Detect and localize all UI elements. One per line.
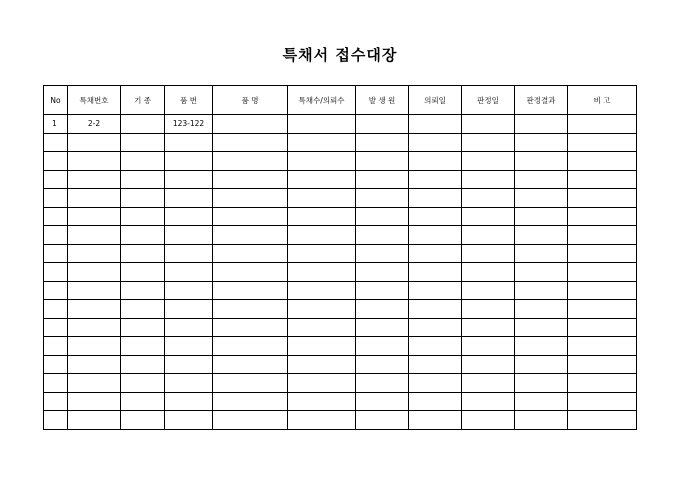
cell-special-number (68, 170, 121, 189)
cell-origin (356, 207, 409, 226)
cell-part-name (213, 226, 288, 245)
header-judgment-result: 판정결과 (515, 86, 568, 115)
cell-model (121, 244, 165, 263)
cell-model (121, 152, 165, 171)
cell-judgment-result (515, 337, 568, 356)
cell-judgment-date (462, 300, 515, 319)
cell-no (44, 152, 68, 171)
cell-request-date (409, 226, 462, 245)
table-row (44, 189, 637, 208)
header-no: No (44, 86, 68, 115)
cell-request-date (409, 300, 462, 319)
cell-no (44, 207, 68, 226)
cell-judgment-result (515, 226, 568, 245)
cell-no (44, 300, 68, 319)
cell-origin (356, 115, 409, 134)
cell-part-number (165, 244, 213, 263)
cell-special-number (68, 355, 121, 374)
cell-part-name (213, 374, 288, 393)
cell-model (121, 355, 165, 374)
cell-special-number (68, 392, 121, 411)
cell-judgment-result (515, 374, 568, 393)
cell-part-number (165, 207, 213, 226)
cell-model (121, 411, 165, 430)
cell-remarks (568, 318, 637, 337)
cell-judgment-result (515, 355, 568, 374)
cell-remarks (568, 337, 637, 356)
cell-judgment-date (462, 392, 515, 411)
table-row (44, 300, 637, 319)
cell-no (44, 133, 68, 152)
cell-part-name (213, 170, 288, 189)
cell-special-number (68, 318, 121, 337)
cell-part-number (165, 355, 213, 374)
cell-model (121, 115, 165, 134)
cell-part-number (165, 263, 213, 282)
cell-origin (356, 244, 409, 263)
cell-origin (356, 152, 409, 171)
cell-no (44, 244, 68, 263)
table-row (44, 226, 637, 245)
cell-part-number (165, 133, 213, 152)
cell-part-name (213, 207, 288, 226)
cell-no (44, 281, 68, 300)
cell-judgment-date (462, 207, 515, 226)
cell-model (121, 337, 165, 356)
cell-judgment-date (462, 226, 515, 245)
cell-special-number (68, 207, 121, 226)
cell-judgment-result (515, 152, 568, 171)
header-special-number: 특채번호 (68, 86, 121, 115)
cell-model (121, 281, 165, 300)
cell-remarks (568, 115, 637, 134)
table-row (44, 355, 637, 374)
cell-judgment-date (462, 189, 515, 208)
cell-origin (356, 133, 409, 152)
table-row (44, 318, 637, 337)
cell-part-name (213, 355, 288, 374)
cell-origin (356, 170, 409, 189)
cell-request-date (409, 115, 462, 134)
cell-judgment-date (462, 374, 515, 393)
cell-model (121, 226, 165, 245)
cell-count (288, 244, 356, 263)
cell-origin (356, 355, 409, 374)
cell-count (288, 300, 356, 319)
cell-no (44, 170, 68, 189)
cell-request-date (409, 189, 462, 208)
cell-part-number (165, 189, 213, 208)
cell-model (121, 300, 165, 319)
header-count: 특채수/의뢰수 (288, 86, 356, 115)
cell-origin (356, 281, 409, 300)
header-judgment-date: 판정일 (462, 86, 515, 115)
cell-no (44, 355, 68, 374)
cell-request-date (409, 244, 462, 263)
cell-count (288, 337, 356, 356)
cell-count (288, 355, 356, 374)
cell-special-number (68, 244, 121, 263)
table-row (44, 263, 637, 282)
cell-count (288, 411, 356, 430)
cell-origin (356, 337, 409, 356)
cell-no (44, 263, 68, 282)
cell-request-date (409, 152, 462, 171)
table-row (44, 411, 637, 430)
cell-remarks (568, 133, 637, 152)
cell-count (288, 392, 356, 411)
cell-request-date (409, 392, 462, 411)
cell-remarks (568, 411, 637, 430)
cell-count (288, 281, 356, 300)
cell-judgment-result (515, 207, 568, 226)
cell-special-number (68, 281, 121, 300)
cell-no (44, 337, 68, 356)
cell-judgment-date (462, 263, 515, 282)
cell-special-number (68, 133, 121, 152)
cell-remarks (568, 263, 637, 282)
header-remarks: 비 고 (568, 86, 637, 115)
cell-count (288, 226, 356, 245)
cell-judgment-date (462, 152, 515, 171)
cell-remarks (568, 152, 637, 171)
cell-model (121, 263, 165, 282)
cell-model (121, 392, 165, 411)
cell-part-name (213, 300, 288, 319)
cell-judgment-date (462, 133, 515, 152)
cell-part-number (165, 318, 213, 337)
cell-no (44, 318, 68, 337)
cell-origin (356, 318, 409, 337)
cell-request-date (409, 355, 462, 374)
table-row (44, 244, 637, 263)
cell-origin (356, 374, 409, 393)
cell-judgment-result (515, 244, 568, 263)
cell-judgment-result (515, 115, 568, 134)
cell-special-number (68, 189, 121, 208)
cell-origin (356, 411, 409, 430)
cell-part-name (213, 318, 288, 337)
table-row (44, 133, 637, 152)
cell-model (121, 374, 165, 393)
cell-origin (356, 189, 409, 208)
cell-model (121, 133, 165, 152)
cell-remarks (568, 374, 637, 393)
table-row (44, 281, 637, 300)
cell-count (288, 263, 356, 282)
header-part-number: 품 번 (165, 86, 213, 115)
cell-origin (356, 226, 409, 245)
cell-remarks (568, 207, 637, 226)
cell-part-name (213, 244, 288, 263)
header-model: 기 종 (121, 86, 165, 115)
cell-part-name (213, 189, 288, 208)
cell-part-name (213, 392, 288, 411)
cell-model (121, 189, 165, 208)
header-request-date: 의뢰일 (409, 86, 462, 115)
cell-count (288, 189, 356, 208)
cell-judgment-result (515, 281, 568, 300)
table-row (44, 170, 637, 189)
cell-request-date (409, 133, 462, 152)
cell-special-number (68, 411, 121, 430)
receipt-ledger-table (43, 85, 637, 430)
cell-request-date (409, 207, 462, 226)
cell-request-date (409, 374, 462, 393)
cell-judgment-date (462, 355, 515, 374)
cell-part-name (213, 281, 288, 300)
table-row (44, 374, 637, 393)
cell-part-number (165, 281, 213, 300)
cell-special-number: 2-2 (68, 115, 121, 134)
cell-count (288, 115, 356, 134)
cell-judgment-date (462, 337, 515, 356)
cell-request-date (409, 318, 462, 337)
cell-part-name (213, 115, 288, 134)
cell-remarks (568, 170, 637, 189)
cell-origin (356, 392, 409, 411)
cell-judgment-result (515, 300, 568, 319)
cell-part-number (165, 337, 213, 356)
cell-judgment-date (462, 115, 515, 134)
cell-part-number (165, 170, 213, 189)
cell-special-number (68, 152, 121, 171)
cell-remarks (568, 355, 637, 374)
table-row (44, 115, 637, 134)
cell-no (44, 374, 68, 393)
cell-count (288, 133, 356, 152)
cell-remarks (568, 281, 637, 300)
cell-remarks (568, 392, 637, 411)
cell-judgment-date (462, 411, 515, 430)
cell-request-date (409, 170, 462, 189)
cell-count (288, 318, 356, 337)
cell-model (121, 207, 165, 226)
cell-request-date (409, 337, 462, 356)
cell-judgment-result (515, 392, 568, 411)
cell-judgment-date (462, 244, 515, 263)
cell-remarks (568, 300, 637, 319)
table-row (44, 337, 637, 356)
cell-model (121, 318, 165, 337)
cell-count (288, 152, 356, 171)
cell-origin (356, 263, 409, 282)
cell-remarks (568, 244, 637, 263)
page-title: 특채서 접수대장 (282, 46, 398, 64)
cell-part-number (165, 374, 213, 393)
cell-count (288, 207, 356, 226)
cell-request-date (409, 411, 462, 430)
cell-no (44, 411, 68, 430)
cell-request-date (409, 281, 462, 300)
cell-special-number (68, 263, 121, 282)
table-row (44, 392, 637, 411)
cell-no (44, 189, 68, 208)
header-origin: 발 생 원 (356, 86, 409, 115)
cell-count (288, 170, 356, 189)
cell-part-number: 123-122 (165, 115, 213, 134)
cell-judgment-result (515, 411, 568, 430)
cell-origin (356, 300, 409, 319)
cell-model (121, 170, 165, 189)
cell-judgment-date (462, 281, 515, 300)
cell-part-name (213, 133, 288, 152)
cell-part-name (213, 152, 288, 171)
cell-judgment-result (515, 263, 568, 282)
cell-no (44, 226, 68, 245)
cell-special-number (68, 226, 121, 245)
cell-judgment-date (462, 170, 515, 189)
cell-part-number (165, 392, 213, 411)
table-header-row (44, 86, 637, 115)
cell-part-number (165, 300, 213, 319)
cell-judgment-date (462, 318, 515, 337)
cell-judgment-result (515, 133, 568, 152)
cell-judgment-result (515, 170, 568, 189)
cell-part-name (213, 263, 288, 282)
cell-judgment-result (515, 189, 568, 208)
cell-part-number (165, 411, 213, 430)
cell-no: 1 (44, 115, 68, 134)
header-part-name: 품 명 (213, 86, 288, 115)
table-row (44, 152, 637, 171)
cell-special-number (68, 374, 121, 393)
cell-judgment-result (515, 318, 568, 337)
cell-special-number (68, 300, 121, 319)
cell-part-number (165, 226, 213, 245)
cell-remarks (568, 226, 637, 245)
table-row (44, 207, 637, 226)
cell-part-name (213, 337, 288, 356)
cell-remarks (568, 189, 637, 208)
cell-part-name (213, 411, 288, 430)
cell-count (288, 374, 356, 393)
cell-no (44, 392, 68, 411)
cell-part-number (165, 152, 213, 171)
cell-special-number (68, 337, 121, 356)
cell-request-date (409, 263, 462, 282)
